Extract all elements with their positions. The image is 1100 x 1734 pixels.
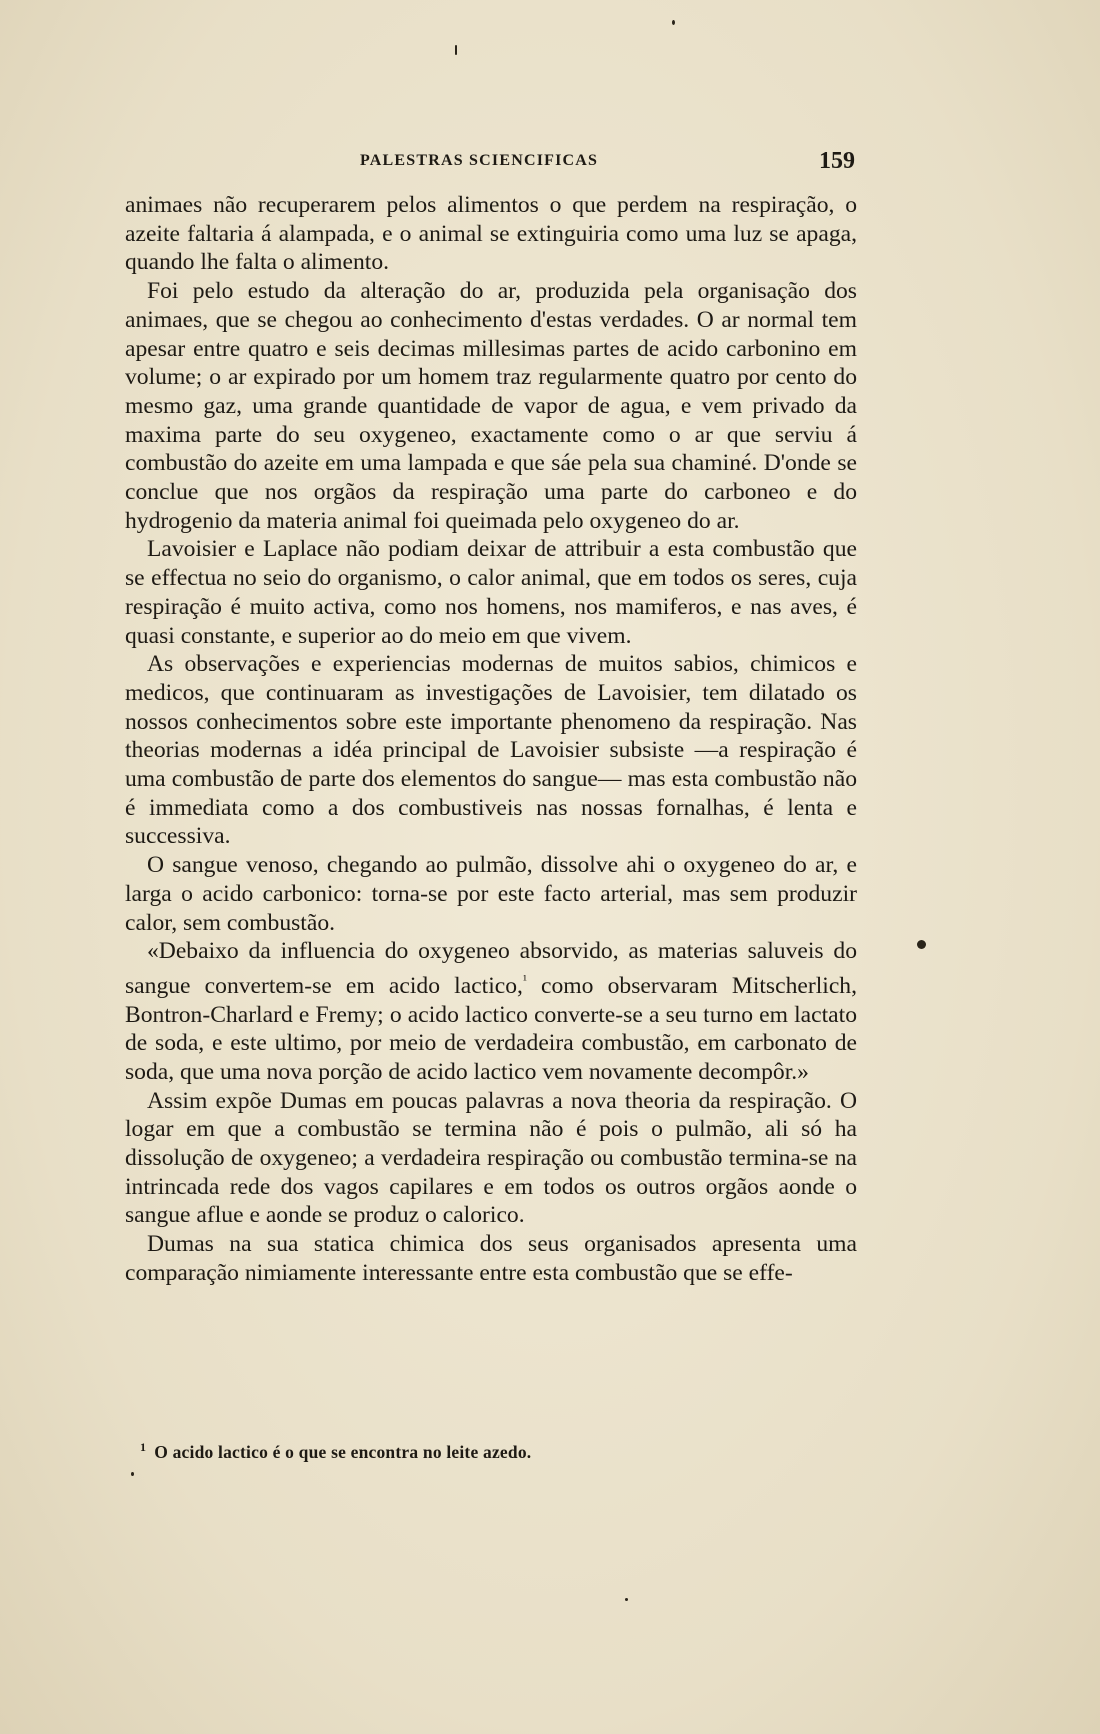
paragraph-6-part-a: «Debaixo da influencia do oxygeneo absorvido, as materias saluveis do sangue convertem-se em acido lactico, xyxy=(125,938,857,999)
paragraph-8: Dumas na sua statica chimica dos seus organisados apresenta uma comparação nimiamente interessante entre esta combustão que se effe- xyxy=(125,1231,857,1286)
paragraph-2: Foi pelo estudo da alteração do ar, produzida pela organisação dos animaes, que se chegou ao conhecimento d'estas verdades. O ar normal tem apesar entre quatro e seis decimas millesimas partes de acido carbonino em volume; o ar expirado por um homem traz regularmente quatro por cento do mesmo gaz, uma grande quantidade de vapor de agua, e vem privado da maxima parte do seu oxygeneo, exactamente como o ar que serviu á combustão do azeite em uma lampada e que sáe pela sua chaminé. D'onde se conclue que nos orgãos da respiração uma parte do carboneo e do hydrogenio da materia animal foi queimada pelo oxygeneo do ar. xyxy=(125,278,857,534)
paragraph-6-part-b: como observaram Mitscherlich, Bontron-Charlard e Fremy; o acido lactico converte-se a seu turno em lactato de soda, e este ultimo, por meio de verdadeira combustão, em carbonato de soda, que uma nova porção de acido lactico vem novamente decompôr.» xyxy=(125,972,857,1085)
page-header xyxy=(125,148,855,178)
paper-speck xyxy=(131,1472,134,1476)
footnote-reference: ¹ xyxy=(522,971,527,987)
paper-speck xyxy=(672,20,675,25)
running-title: PALESTRAS SCIENCIFICAS xyxy=(360,152,599,169)
paragraph-4: As observações e experiencias modernas de muitos sabios, chimicos e medicos, que continuaram as investigações de Lavoisier, tem dilatado os nossos conhecimentos sobre este importante phenomeno da respiração. Nas theorias modernas a idéa principal de Lavoisier subsiste —a respiração é uma combustão de parte dos elementos do sangue— mas esta combustão não é immediata como a dos combustiveis nas nossas fornalhas, é lenta e successiva. xyxy=(125,651,857,850)
footnote-text: O acido lactico é o que se encontra no leite azedo. xyxy=(154,1441,532,1462)
paper-speck xyxy=(917,940,926,949)
paragraph-6 xyxy=(125,937,857,1086)
paragraph-3: Lavoisier e Laplace não podiam deixar de attribuir a esta combustão que se effectua no seio do organismo, o calor animal, que em todos os seres, cuja respiração é muito activa, como nos homens, nos mamiferos, e nas aves, é quasi constante, e superior ao do meio em que vivem. xyxy=(125,536,857,649)
paragraph-7: Assim expõe Dumas em poucas palavras a nova theoria da respiração. O logar em que a combustão se termina não é pois o pulmão, ali só ha dissolução de oxygeneo; a verdadeira respiração ou combustão termina-se na intrincada rede dos vagos capilares e em todos os outros orgãos aonde o sangue aflue e aonde se produz o calorico. xyxy=(125,1087,857,1229)
footnote xyxy=(140,1440,840,1463)
paper-speck xyxy=(455,45,457,55)
footnote-marker: 1 xyxy=(140,1440,147,1454)
paper-speck xyxy=(625,1598,628,1601)
page-number: 159 xyxy=(819,148,855,174)
paragraph-5: O sangue venoso, chegando ao pulmão, dissolve ahi o oxygeneo do ar, e larga o acido carbonico: torna-se por este facto arterial, mas sem produzir calor, sem combustão. xyxy=(125,852,857,936)
paragraph-1: animaes não recuperarem pelos alimentos o que perdem na respiração, o azeite faltaria á alampada, e o animal se extinguiria como uma luz se apaga, quando lhe falta o alimento. xyxy=(125,192,857,276)
body-text xyxy=(125,191,857,1288)
